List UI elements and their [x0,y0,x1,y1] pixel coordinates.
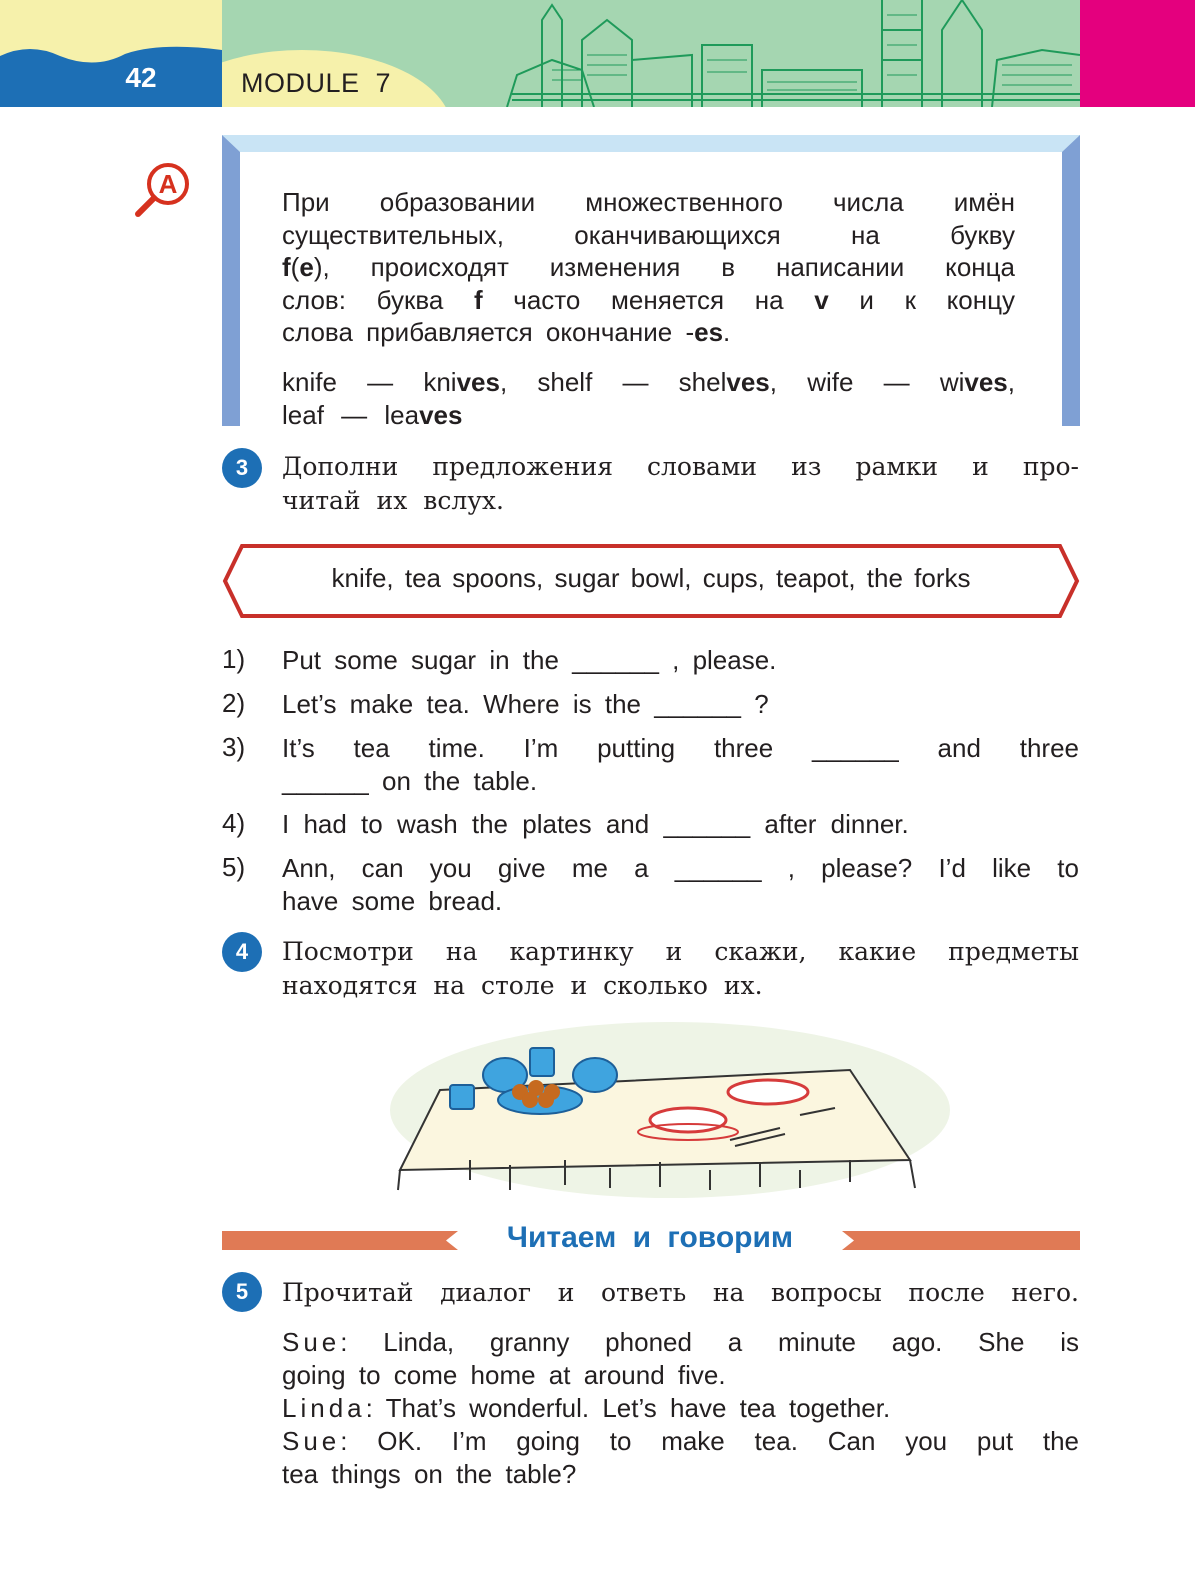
rule-magnifier-icon [134,160,194,220]
rule-example-line-2: leaf — leaves [282,399,463,430]
task-3-instruction-line-1: Дополни предложения словами из рамки и про- [282,452,1079,481]
sentence-3-line-1: It’s tea time. I’m putting three ______ and three [282,733,1079,763]
task-4-instruction-line-2: находятся на столе и сколько их. [282,971,763,1000]
task-4-instruction-line-1: Посмотри на картинку и скажи, какие предметы [282,937,1079,966]
rule-line-3: f(e), происходят изменения в написании конца [282,252,1015,282]
word-box-text: knife, tea spoons, sugar bowl, cups, teapot, the forks [331,563,971,593]
dialogue-sue-2 [282,1425,1079,1491]
magnifier-letter: A [158,169,178,199]
sentence-5-line-2: have some bread. [282,886,503,916]
task-3-badge: 3 [222,448,262,488]
sentence-3-line-2: ______ on the table. [282,766,538,796]
sentence-4: I had to wash the plates and ______ after dinner. [282,809,909,839]
rule-examples [282,366,1015,431]
dialogue-line-5: tea things on the table? [282,1459,577,1489]
task-4-badge: 4 [222,932,262,972]
sentence-5-line-1: Ann, can you give me a ______ , please? I’d like to [282,853,1079,883]
sentence-4-number: 4) [222,808,246,838]
dialogue-line-3: Linda: That’s wonderful. Let’s have tea together. [282,1393,891,1423]
sentence-2: Let’s make tea. Where is the ______ ? [282,689,769,719]
page-number: 42 [125,62,157,93]
sentence-2-number: 2) [222,688,246,718]
dialogue-line-2: going to come home at around five. [282,1360,726,1390]
rule-line-2: существительных, оканчивающихся на букву [282,219,1015,250]
sentence-3 [282,732,1079,798]
rule-text [282,186,1015,349]
dialogue-line-4: Sue: OK. I’m going to make tea. Can you put the [282,1426,1079,1456]
tea-table-illustration [380,1020,955,1200]
sentence-3-number: 3) [222,732,246,762]
dialogue-line-1: Sue: Linda, granny phoned a minute ago. She is [282,1327,1079,1357]
task-5-badge: 5 [222,1272,262,1312]
sentence-1: Put some sugar in the ______ , please. [282,645,777,675]
sentence-1-number: 1) [222,644,246,674]
task-5-instruction [282,1276,1079,1310]
task-3-instruction-line-2: читай их вслух. [282,486,504,515]
cup-icon [450,1085,474,1109]
rule-line-4: слов: буква f часто меняется на v и к концу [282,284,1015,315]
rule-line-1: При образовании множественного числа имён [282,187,1015,217]
dialogue-sue-1 [282,1326,1079,1392]
module-title: MODULE 7 [241,68,392,98]
header-pink-corner [1080,0,1195,107]
task-4-instruction [282,935,1079,1003]
section-bar-right [842,1231,1080,1250]
task-5-instruction-line: Прочитай диалог и ответь на вопросы после него. [282,1278,1079,1307]
section-title: Читаем и говорим [506,1221,794,1254]
section-bar-left [222,1231,458,1250]
rule-example-line-1: knife — knives, shelf — shelves, wife — wives, [282,367,1016,397]
sentence-5-number: 5) [222,852,246,882]
rule-line-5: слова прибавляется окончание -es. [282,317,731,347]
sentence-5 [282,852,1079,918]
task-3-instruction [282,450,1079,518]
dialogue-linda [282,1392,1079,1425]
